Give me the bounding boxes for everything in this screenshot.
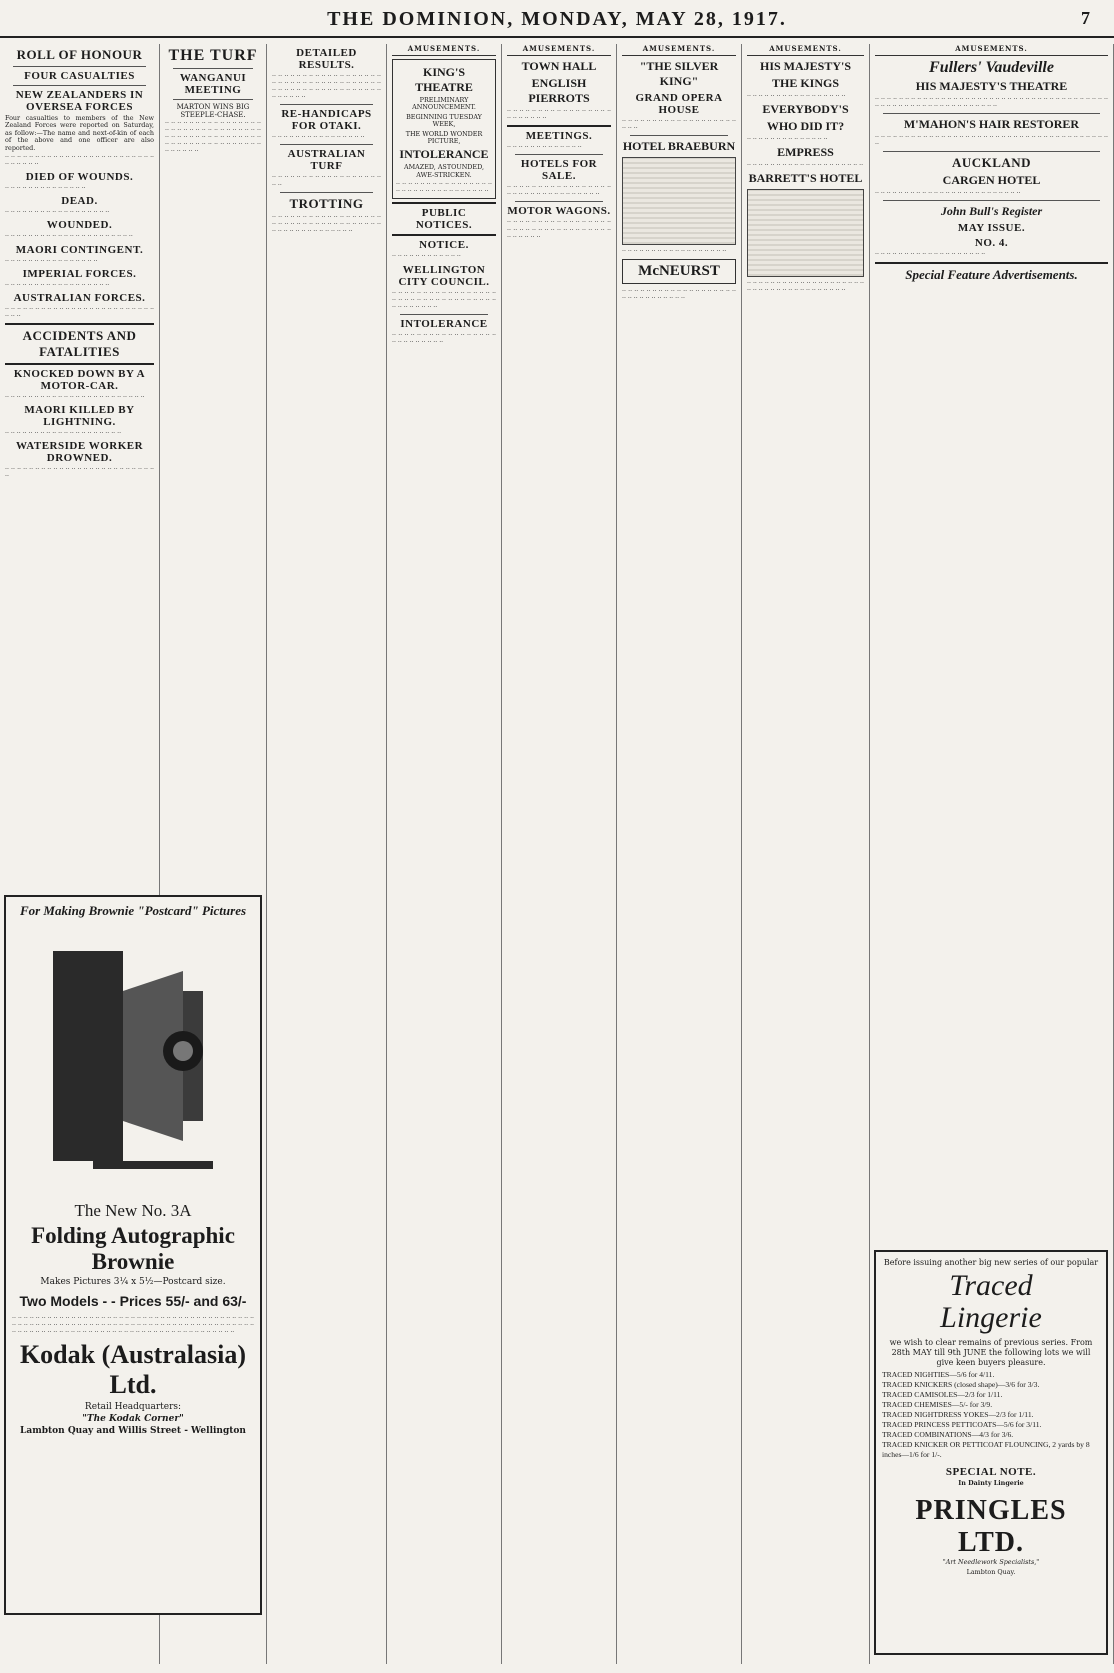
john-bulls-register: John Bull's Register xyxy=(940,204,1043,219)
kodak-corner: "The Kodak Corner" xyxy=(82,1414,184,1425)
turf-australian: AUSTRALIAN TURF xyxy=(287,148,366,173)
accident-motorcar: KNOCKED DOWN BY A MOTOR-CAR. xyxy=(13,367,146,392)
column-who-did-it: AMUSEMENTS. HIS MAJESTY'S THE KINGS ·· ·· ·· ·· ·· ·· ·· ·· ·· ·· ·· ·· ·· ·· ·· ·· ·· EVERYBODY'S WHO DID IT? ·· ·· ·· ·· ·· ·· ·· ·· ·· ·· ·· ·· ·· ·· EMPRESS ·· ·· ·· ·· ·· ·· ·· ·· ·· ·· ·· ·· ·· ·· ·· ·· ·· ·· ·· ·· BARRETT'S HOTEL ·· ·· ·· ·· ·· ·· ·· ·· ·· ·· ·· ·· ·· ·· ·· ·· ·· ·· ·· ·· ·· ·· ·· ·· ·· ·· ·· ·· ·· ·· ·· ·· ·· ·· ·· ·· ·· xyxy=(742,44,870,1664)
accident-drowned: WATERSIDE WORKER DROWNED. xyxy=(15,440,144,465)
town-hall-title: TOWN HALL xyxy=(521,59,597,73)
public-notices-heading: PUBLIC NOTICES. xyxy=(415,207,473,232)
roll-intro: Four casualties to members of the New Zealand Forces were reported on Saturday, as follow:—The name and next-of-kin of each of the above and one officer are also reported. xyxy=(5,114,154,152)
masthead-title: THE DOMINION, MONDAY, MAY 28, 1917. xyxy=(327,8,787,30)
may-issue: MAY ISSUE. xyxy=(957,222,1026,235)
lingerie-dainty: In Dainty Lingerie xyxy=(958,1479,1024,1487)
who-did-it: WHO DID IT? xyxy=(766,119,845,134)
kodak-top-line: For Making Brownie "Postcard" Pictures xyxy=(19,903,247,918)
amusements-label-5: AMUSEMENTS. xyxy=(507,44,611,56)
list-item: TRACED NIGHTIES—5/6 for 4/11. xyxy=(882,1370,995,1379)
pringles-lambton: Lambton Quay. xyxy=(966,1567,1016,1576)
page-number: 7 xyxy=(1081,8,1090,28)
lingerie-items xyxy=(882,1370,1100,1460)
roll-imperial: IMPERIAL FORCES. xyxy=(22,267,137,280)
mcmahon-hair-restorer: M'MAHON'S HAIR RESTORER xyxy=(903,117,1080,132)
turf-rehandicaps: RE-HANDICAPS FOR OTAKI. xyxy=(281,108,372,133)
lingerie-lingerie: Lingerie xyxy=(940,1301,1042,1334)
list-item: TRACED COMBINATIONS—4/3 for 3/6. xyxy=(882,1430,1014,1439)
lingerie-special-note: SPECIAL NOTE. xyxy=(945,1466,1037,1478)
turf-trotting: TROTTING xyxy=(289,195,364,211)
mcneurst-logo: McNEURST xyxy=(622,259,736,284)
roll-wounded: WOUNDED. xyxy=(46,219,113,232)
column-turf-results: DETAILED RESULTS. ·· ·· ·· ·· ·· ·· ·· ·· ·· ·· ·· ·· ·· ·· ·· ·· ·· ·· ·· ·· ·· ·· ·· ·· ·· ·· ·· ·· ·· ·· ·· ·· ·· ·· ·· ·· ·· ·· ·· ·· ·· ·· ·· ·· ·· ·· ·· ·· ·· ·· ·· ·· ·· ·· ·· ·· ·· ·· ·· ·· RE-HANDICAPS FOR OTAKI. ·· ·· ·· ·· ·· ·· ·· ·· ·· ·· ·· ·· ·· ·· ·· ·· AUSTRALIAN TURF ·· ·· ·· ·· ·· ·· ·· ·· ·· ·· ·· ·· ·· ·· ·· ·· ·· ·· ·· ·· TROTTING ·· ·· ·· ·· ·· ·· ·· ·· ·· ·· ·· ·· ·· ·· ·· ·· ·· ·· ·· ·· ·· ·· ·· ·· ·· ·· ·· ·· ·· ·· ·· ·· ·· ·· ·· ·· ·· ·· ·· ·· ·· ·· ·· ·· ·· ·· ·· ·· ·· ·· xyxy=(267,44,387,1664)
barretts-hotel-image xyxy=(747,189,864,277)
pringles-ltd: PRINGLES LTD. xyxy=(915,1495,1067,1559)
lingerie-traced: Traced xyxy=(949,1269,1033,1302)
lingerie-before: Before issuing another big new series of our popular xyxy=(883,1258,1099,1267)
council-heading: WELLINGTON CITY COUNCIL. xyxy=(398,263,490,288)
hotel-braeburn: HOTEL BRAEBURN xyxy=(622,139,736,154)
masthead xyxy=(0,0,1114,38)
kodak-address: Lambton Quay and Willis Street - Wellington xyxy=(20,1426,246,1437)
roll-dead: DEAD. xyxy=(61,195,98,208)
roll-casualties: FOUR CASUALTIES xyxy=(24,70,135,82)
roll-died: DIED OF WOUNDS. xyxy=(25,171,134,184)
intolerance-heading: INTOLERANCE xyxy=(400,317,488,330)
hotels-for-sale: HOTELS FOR SALE. xyxy=(520,158,598,183)
his-majestys: HIS MAJESTY'S xyxy=(759,59,852,73)
kodak-company-name: Kodak (Australasia) Ltd. xyxy=(19,1340,247,1400)
column-town-hall: AMUSEMENTS. TOWN HALL ENGLISH PIERROTS ·· ·· ·· ·· ·· ·· ·· ·· ·· ·· ·· ·· ·· ·· ·· ·· ·· ·· ·· ·· ·· ·· ·· ·· MEETINGS. ·· ·· ·· ·· ·· ·· ·· ·· ·· ·· ·· ·· ·· HOTELS FOR SALE. ·· ·· ·· ·· ·· ·· ·· ·· ·· ·· ·· ·· ·· ·· ·· ·· ·· ·· ·· ·· ·· ·· ·· ·· ·· ·· ·· ·· ·· ·· ·· ·· ·· MOTOR WAGONS. ·· ·· ·· ·· ·· ·· ·· ·· ·· ·· ·· ·· ·· ·· ·· ·· ·· ·· ·· ·· ·· ·· ·· ·· ·· ·· ·· ·· ·· ·· ·· ·· ·· ·· ·· ·· ·· ·· ·· ·· xyxy=(502,44,617,1664)
english-pierrots: ENGLISH PIERROTS xyxy=(528,76,590,105)
amusements-label-7: AMUSEMENTS. xyxy=(747,44,864,56)
column-turf: THE TURF WANGANUI MEETING MARTON WINS BIG STEEPLE-CHASE. ·· ·· ·· ·· ·· ·· ·· ·· ·· ·· ·· ·· ·· ·· ·· ·· ·· ·· ·· ·· ·· ·· ·· ·· ·· ·· ·· ·· ·· ·· ·· ·· ·· ·· ·· ·· ·· ·· ·· ·· ·· ·· ·· ·· ·· ·· ·· ·· ·· ·· ·· ·· ·· ·· ·· ·· ·· ·· ·· ·· ·· ·· ·· ·· ·· ·· ·· ·· ·· ·· xyxy=(160,44,267,1664)
turf-meeting: WANGANUI MEETING xyxy=(179,72,247,96)
roll-subtitle: NEW ZEALANDERS IN OVERSEA FORCES xyxy=(15,89,144,113)
kodak-models-prices: Two Models - - Prices 55/- and 63/- xyxy=(19,1293,247,1309)
special-feature-advertisements: Special Feature Advertisements. xyxy=(905,266,1078,282)
column-right: AMUSEMENTS. Fullers' Vaudeville HIS MAJESTY'S THEATRE ·· ·· ·· ·· ·· ·· ·· ·· ·· ·· ·· ·· ·· ·· ·· ·· ·· ·· ·· ·· ·· ·· ·· ·· ·· ·· ·· ·· ·· ·· ·· ·· ·· ·· ·· ·· ·· ·· ·· ·· ·· ·· ·· ·· ·· ·· ·· ·· ·· ·· ·· ·· ·· ·· ·· ·· ·· ·· ·· ·· M'MAHON'S HAIR RESTORER ·· ·· ·· ·· ·· ·· ·· ·· ·· ·· ·· ·· ·· ·· ·· ·· ·· ·· ·· ·· ·· ·· ·· ·· ·· ·· ·· ·· ·· ·· ·· ·· ·· ·· ·· ·· ·· ·· ·· ·· AUCKLAND CARGEN HOTEL ·· ·· ·· ·· ·· ·· ·· ·· ·· ·· ·· ·· ·· ·· ·· ·· ·· ·· ·· ·· ·· ·· ·· ·· ·· John Bull's Register MAY ISSUE. NO. 4. ·· ·· ·· ·· ·· ·· ·· ·· ·· ·· ·· ·· ·· ·· ·· ·· ·· ·· ·· Special Feature Advertisements. xyxy=(870,44,1114,1664)
roll-body-text: ·· ·· ·· ·· ·· ·· ·· ·· ·· ·· ·· ·· ·· ·· ·· ·· ·· ·· ·· ·· ·· ·· ·· ·· ·· ·· ·· ·· ·· ·· ·· xyxy=(5,154,154,169)
kodak-folding-brownie: Folding Autographic Brownie xyxy=(31,1223,235,1274)
motor-wagons: MOTOR WAGONS. xyxy=(507,205,611,218)
hotel-braeburn-image xyxy=(622,157,736,245)
list-item: TRACED KNICKERS (closed shape)—3/6 for 3/3. xyxy=(882,1380,1040,1389)
barretts-hotel: BARRETT'S HOTEL xyxy=(748,171,863,186)
kodak-retail: Retail Headquarters: xyxy=(84,1402,182,1413)
everybodys: EVERYBODY'S xyxy=(762,102,849,117)
grand-opera-house: GRAND OPERA HOUSE xyxy=(635,92,723,116)
silver-king-title: "THE SILVER KING" xyxy=(639,59,719,88)
turf-results: DETAILED RESULTS. xyxy=(296,47,357,71)
the-kings: THE KINGS xyxy=(771,76,840,90)
his-majestys-theatre: HIS MAJESTY'S THEATRE xyxy=(915,79,1068,93)
amusements-label-4: AMUSEMENTS. xyxy=(392,44,496,56)
folding-camera-illustration xyxy=(33,931,233,1191)
turf-subheading: MARTON WINS BIG STEEPLE-CHASE. xyxy=(176,103,250,119)
turf-heading: THE TURF xyxy=(168,47,258,64)
kodak-brownie-ad: For Making Brownie "Postcard" Pictures The New No. 3A Folding Autographic Brownie Makes Pictures 3¼ x 5½—Postcard size. Two Models - - Prices 55/- and 63/- ·· ·· ·· ·· ·· ·· ·· ·· ·· ·· ·· ·· ·· ·· ·· ·· ·· ·· ·· ·· ·· ·· ·· ·· ·· ·· ·· ·· ·· ·· ·· ·· ·· ·· ·· ·· ·· ·· ·· ·· ·· ·· ·· ·· ·· ·· ·· ·· ·· ·· ·· ·· ·· ·· ·· ·· ·· ·· ·· ·· ·· ·· ·· ·· ·· ·· ·· ·· ·· ·· ·· ·· ·· ·· ·· ·· ·· ·· ·· ·· ·· ·· ·· ·· ·· ·· ·· ·· ·· ·· ·· ·· ·· ·· ·· ·· ·· ·· ·· ·· ·· ·· ·· ·· ·· ·· ·· ·· ·· ·· ·· ·· ·· ·· ·· ·· ·· ·· ·· ·· Kodak (Australasia) Ltd. Retail Headquarters: "The Kodak Corner" Lambton Quay and Willis Street - Wellington xyxy=(4,895,262,1615)
column-kings-theatre: AMUSEMENTS. KING'S THEATRE PRELIMINARY ANNOUNCEMENT. BEGINNING TUESDAY WEEK, THE WORLD WONDER PICTURE, INTOLERANCE AMAZED, ASTOUNDED, AWE-STRICKEN. ·· ·· ·· ·· ·· ·· ·· ·· ·· ·· ·· ·· ·· ·· ·· ·· ·· ·· ·· ·· ·· ·· ·· ·· ·· ·· ·· ·· ·· ·· ·· ·· PUBLIC NOTICES. NOTICE. ·· ·· ·· ·· ·· ·· ·· ·· ·· ·· ·· ·· WELLINGTON CITY COUNCIL. ·· ·· ·· ·· ·· ·· ·· ·· ·· ·· ·· ·· ·· ·· ·· ·· ·· ·· ·· ·· ·· ·· ·· ·· ·· ·· ·· ·· ·· ·· ·· ·· ·· ·· ·· ·· ·· ·· ·· ·· ·· ·· INTOLERANCE ·· ·· ·· ·· ·· ·· ·· ·· ·· ·· ·· ·· ·· ·· ·· ·· ·· ·· ·· ·· ·· ·· ·· ·· ·· ·· xyxy=(387,44,502,1664)
roll-maori: MAORI CONTINGENT. xyxy=(15,243,144,256)
traced-lingerie-ad xyxy=(874,1250,1108,1655)
pringles-art: "Art Needlework Specialists," xyxy=(942,1558,1040,1567)
list-item: TRACED KNICKER OR PETTICOAT FLOUNCING, 2 yards by 8 inches—1/6 for 1/-. xyxy=(882,1440,1090,1459)
kodak-new-3a: The New No. 3A xyxy=(74,1201,192,1220)
kings-theatre-title: KING'S THEATRE xyxy=(415,65,473,94)
list-item: TRACED NIGHTDRESS YOKES—2/3 for 1/11. xyxy=(882,1410,1034,1419)
auckland-heading: AUCKLAND xyxy=(951,155,1032,171)
notice-heading: NOTICE. xyxy=(419,239,469,252)
issue-no: NO. 4. xyxy=(974,237,1009,250)
list-item: TRACED CAMISOLES—2/3 for 1/11. xyxy=(882,1390,1003,1399)
column-silver-king: AMUSEMENTS. "THE SILVER KING" GRAND OPERA HOUSE ·· ·· ·· ·· ·· ·· ·· ·· ·· ·· ·· ·· ·· ·· ·· ·· ·· ·· ·· ·· ·· ·· HOTEL BRAEBURN ·· ·· ·· ·· ·· ·· ·· ·· ·· ·· ·· ·· ·· ·· ·· ·· ·· ·· McNEURST ·· ·· ·· ·· ·· ·· ·· ·· ·· ·· ·· ·· ·· ·· ·· ·· ·· ·· ·· ·· ·· ·· ·· ·· ·· ·· ·· ·· ·· ·· xyxy=(617,44,742,1664)
column-roll-of-honour: ROLL OF HONOUR FOUR CASUALTIES NEW ZEALANDERS IN OVERSEA FORCES Four casualties to members of the New Zealand Forces were reported on Saturday, as follow:—The name and next-of-kin of each of the above and one officer are also reported. ·· ·· ·· ·· ·· ·· ·· ·· ·· ·· ·· ·· ·· ·· ·· ·· ·· ·· ·· ·· ·· ·· ·· ·· ·· ·· ·· ·· ·· ·· ·· DIED OF WOUNDS. ·· ·· ·· ·· ·· ·· ·· ·· ·· ·· ·· ·· ·· ·· DEAD. ·· ·· ·· ·· ·· ·· ·· ·· ·· ·· ·· ·· ·· ·· ·· ·· ·· ·· WOUNDED. ·· ·· ·· ·· ·· ·· ·· ·· ·· ·· ·· ·· ·· ·· ·· ·· ·· ·· ·· ·· ·· ·· MAORI CONTINGENT. ·· ·· ·· ·· ·· ·· ·· ·· ·· ·· ·· ·· ·· ·· ·· ·· IMPERIAL FORCES. ·· ·· ·· ·· ·· ·· ·· ·· ·· ·· ·· ·· ·· ·· ·· ·· ·· ·· AUSTRALIAN FORCES. ·· ·· ·· ·· ·· ·· ·· ·· ·· ·· ·· ·· ·· ·· ·· ·· ·· ·· ·· ·· ·· ·· ·· ·· ·· ·· ·· ·· ACCIDENTS AND FATALITIES KNOCKED DOWN BY A MOTOR-CAR. ·· ·· ·· ·· ·· ·· ·· ·· ·· ·· ·· ·· ·· ·· ·· ·· ·· ·· ·· ·· ·· ·· ·· ·· MAORI KILLED BY LIGHTNING. ·· ·· ·· ·· ·· ·· ·· ·· ·· ·· ·· ·· ·· ·· ·· ·· ·· ·· ·· ·· WATERSIDE WORKER DROWNED. ·· ·· ·· ·· ·· ·· ·· ·· ·· ·· ·· ·· ·· ·· ·· ·· ·· ·· ·· ·· ·· ·· ·· ·· ·· ·· xyxy=(0,44,160,1664)
roll-australian: AUSTRALIAN FORCES. xyxy=(13,291,146,304)
empress: EMPRESS xyxy=(777,145,834,160)
list-item: TRACED CHEMISES—5/- for 3/9. xyxy=(882,1400,993,1409)
list-item: TRACED PRINCESS PETTICOATS—5/6 for 3/11. xyxy=(882,1420,1042,1429)
fullers-vaudeville: Fullers' Vaudeville xyxy=(929,59,1054,76)
kings-intolerance: INTOLERANCE xyxy=(399,147,489,162)
roll-heading: ROLL OF HONOUR xyxy=(16,47,143,62)
cargen-hotel: CARGEN HOTEL xyxy=(942,173,1041,188)
meetings-heading: MEETINGS. xyxy=(525,130,593,143)
amusements-label-8: AMUSEMENTS. xyxy=(875,44,1108,56)
accident-lightning: MAORI KILLED BY LIGHTNING. xyxy=(24,403,135,428)
kings-theatre-ad: KING'S THEATRE PRELIMINARY ANNOUNCEMENT. BEGINNING TUESDAY WEEK, THE WORLD WONDER PICTURE, INTOLERANCE AMAZED, ASTOUNDED, AWE-STRICKEN. ·· ·· ·· ·· ·· ·· ·· ·· ·· ·· ·· ·· ·· ·· ·· ·· ·· ·· ·· ·· ·· ·· ·· ·· ·· ·· ·· ·· ·· ·· ·· ·· xyxy=(392,59,496,199)
kodak-picture-size: Makes Pictures 3¼ x 5½—Postcard size. xyxy=(40,1277,226,1287)
lingerie-offer: we wish to clear remains of previous series. From 28th MAY till 9th JUNE the following lots we will give keen buyers pleasure. xyxy=(889,1338,1093,1367)
amusements-label-6: AMUSEMENTS. xyxy=(622,44,736,56)
accidents-heading: ACCIDENTS AND FATALITIES xyxy=(22,327,137,359)
